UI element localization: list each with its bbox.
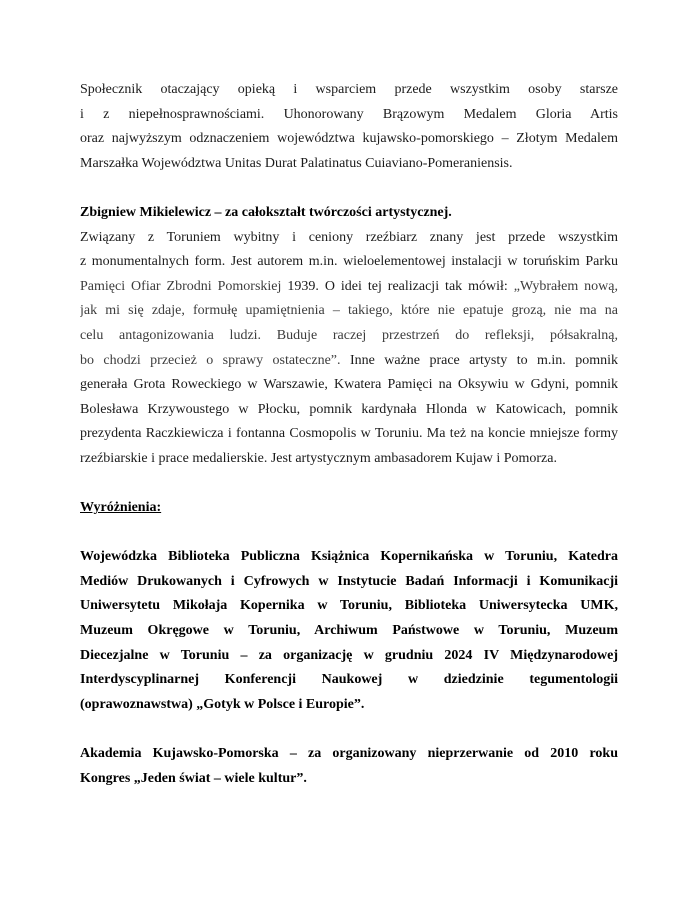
text-line — [80, 324, 618, 349]
text-line — [80, 349, 618, 374]
text-line — [80, 250, 618, 275]
text-segment: generała Grota Roweckiego w Warszawie, Kwatera Pamięci na Oksywiu w Gdyni, pomnik — [80, 377, 618, 393]
text-line — [80, 619, 618, 644]
text-segment: i z niepełnosprawnościami. Uhonorowany Brązowym Medalem Gloria Artis — [80, 106, 618, 122]
text-line — [80, 545, 618, 570]
para-wyroznienie-akademia — [80, 742, 618, 791]
text-segment: Wojewódzka Biblioteka Publiczna Książnica Kopernikańska w Toruniu, Katedra — [80, 549, 618, 565]
text-line — [80, 767, 618, 792]
quoted-text-segment: celu antagonizowania ludzi. Buduje raczej przestrzeń do refleksji, półsakralną, — [80, 327, 618, 343]
text-segment: Akademia Kujawsko-Pomorska – za organizowany nieprzerwanie od 2010 roku — [80, 746, 618, 762]
text-line — [80, 644, 618, 669]
quoted-text-segment: bo chodzi przecież o sprawy ostateczne”. — [80, 352, 341, 368]
heading-wyroznienia: Wyróżnienia: — [80, 500, 162, 516]
quoted-text-segment: „Wybrałem nową, — [513, 278, 618, 294]
text-line — [80, 127, 618, 152]
text-segment: Mediów Drukowanych i Cyfrowych w Instytucie Badań Informacji i Komunikacji — [80, 573, 618, 589]
text-segment: Kongres „Jeden świat – wiele kultur”. — [80, 770, 307, 786]
text-line — [80, 570, 618, 595]
text-segment: Muzeum Okręgowe w Toruniu, Archiwum Państwowe w Toruniu, Muzeum — [80, 623, 618, 639]
text-line — [80, 398, 618, 423]
text-segment: rzeźbiarskie i prace medalierskie. Jest artystycznym ambasadorem Kujaw i Pomorza. — [80, 450, 557, 466]
text-line — [80, 152, 618, 177]
text-line — [80, 742, 618, 767]
text-segment: (oprawoznawstwa) „Gotyk w Polsce i Europie”. — [80, 696, 365, 712]
text-line — [80, 668, 618, 693]
text-line — [80, 594, 618, 619]
heading-zbigniew-mikielewicz: Zbigniew Mikielewicz – za całokształt twórczości artystycznej. — [80, 204, 452, 220]
quoted-text-segment: jak mi się zdaje, formułę upamiętnienia – takiego, które nie epatuje grozą, nie ma na — [80, 303, 618, 319]
text-segment: prezydenta Raczkiewicza i fontanna Cosmopolis w Toruniu. Ma też na koncie mniejsze formy — [80, 426, 618, 442]
text-segment: Marszałka Województwa Unitas Durat Palatinatus Cuiaviano-Pomeraniensis. — [80, 155, 513, 171]
text-segment: Związany z Toruniem wybitny i ceniony rzeźbiarz znany jest przede wszystkim — [80, 229, 618, 245]
text-segment: z monumentalnych form. Jest autorem m.in. wieloelementowej instalacji w toruńskim Parku — [80, 254, 618, 270]
blank-line — [80, 717, 618, 742]
text-segment: Społecznik otaczający opieką i wsparciem przede wszystkim osoby starsze — [80, 82, 618, 97]
text-segment: Bolesława Krzywoustego w Płocku, pomnik kardynała Hlonda w Katowicach, pomnik — [80, 401, 618, 417]
blank-line — [80, 472, 618, 497]
text-line — [80, 299, 618, 324]
blank-line — [80, 176, 618, 201]
para-mikielewicz-bio — [80, 226, 618, 472]
blank-line — [80, 521, 618, 546]
text-segment: Inne ważne prace artysty to m.in. pomnik — [340, 352, 618, 368]
text-line — [80, 103, 618, 128]
text-segment: oraz najwyższym odznaczeniem województwa kujawsko-pomorskiego – Złotym Medalem — [80, 131, 618, 147]
para-spolecznik-medale — [80, 78, 618, 176]
quoted-text-segment: Pamięci Ofiar Zbrodni Pomorskiej — [80, 278, 282, 294]
text-line — [80, 275, 618, 300]
text-line — [80, 78, 618, 103]
text-segment: Uniwersytetu Mikołaja Kopernika w Toruniu, Biblioteka Uniwersytecka UMK, — [80, 598, 618, 614]
text-line — [80, 693, 618, 718]
para-wyroznienie-konferencja — [80, 545, 618, 717]
text-line — [80, 447, 618, 472]
text-line — [80, 226, 618, 251]
text-segment: Interdyscyplinarnej Konferencji Naukowej w dziedzinie tegumentologii — [80, 672, 618, 688]
text-segment: Diecezjalne w Toruniu – za organizację w grudniu 2024 IV Międzynarodowej — [80, 647, 618, 663]
text-line — [80, 422, 618, 447]
text-segment: 1939. O idei tej realizacji tak mówił: — [281, 278, 514, 294]
text-line — [80, 373, 618, 398]
